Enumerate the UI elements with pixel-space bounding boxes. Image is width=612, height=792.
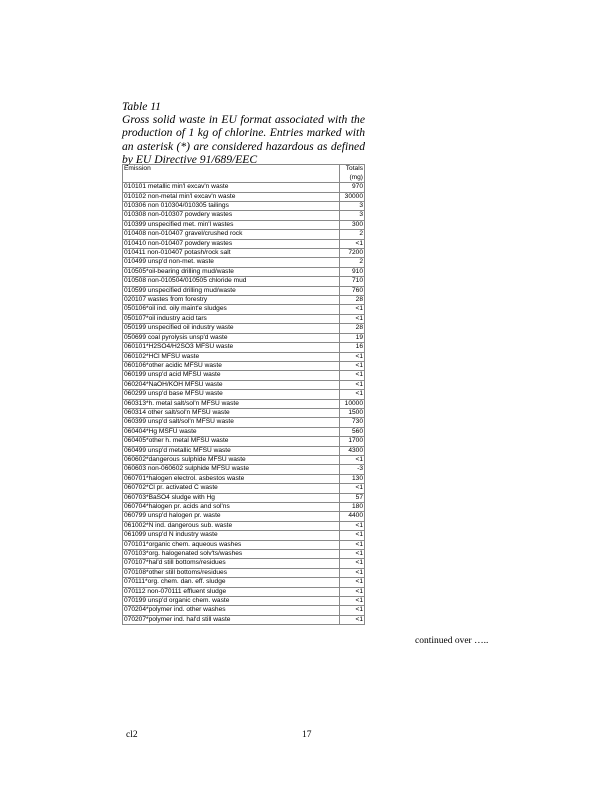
table-row: [123, 343, 365, 352]
emission-cell: 050106*oil ind. oily maint'e sludges: [123, 305, 340, 314]
total-cell: <1: [340, 371, 365, 380]
totals-header-label: Totals: [345, 165, 363, 172]
emission-cell: 010408 non-010407 gravel/crushed rock: [123, 230, 340, 239]
table-row: [123, 474, 365, 483]
emission-cell: 060703*BaSO4 sludge with Hg: [123, 493, 340, 502]
waste-table: [122, 164, 365, 625]
table-row: [123, 484, 365, 493]
total-cell: -3: [340, 465, 365, 474]
total-cell: 28: [340, 296, 365, 305]
table-row: [123, 239, 365, 248]
table-row: [123, 220, 365, 229]
total-cell: <1: [340, 606, 365, 615]
table-row: [123, 296, 365, 305]
total-cell: 710: [340, 277, 365, 286]
emission-cell: 070112 non-070111 effluent sludge: [123, 587, 340, 596]
page-number: 17: [302, 730, 312, 740]
emission-cell: 070199 unsp'd organic chem. waste: [123, 597, 340, 606]
total-cell: <1: [340, 361, 365, 370]
emission-cell: 070207*polymer ind. hal'd still waste: [123, 615, 340, 624]
table-title: Table 11: [122, 100, 161, 113]
emission-cell: 010306 non 010304/010305 tailings: [123, 202, 340, 211]
emission-cell: 070111*org. chem. dan. eff. sludge: [123, 578, 340, 587]
total-cell: 2: [340, 230, 365, 239]
total-cell: 1700: [340, 437, 365, 446]
table-row: [123, 267, 365, 276]
total-cell: 130: [340, 474, 365, 483]
table-row: [123, 399, 365, 408]
table-row: [123, 249, 365, 258]
emission-cell: 060405*other h. metal MFSU waste: [123, 437, 340, 446]
total-cell: <1: [340, 305, 365, 314]
table-row: [123, 183, 365, 192]
emission-cell: 050199 unspecified oil industry waste: [123, 324, 340, 333]
emission-cell: 070101*organic chem. aqueous washes: [123, 540, 340, 549]
table-row: [123, 408, 365, 417]
emission-cell: 010505*oil-bearing drilling mud/waste: [123, 267, 340, 276]
continued-note: continued over …..: [415, 636, 489, 646]
total-cell: 57: [340, 493, 365, 502]
table-row: [123, 493, 365, 502]
table-row: [123, 286, 365, 295]
table-row: [123, 418, 365, 427]
table-row: [123, 606, 365, 615]
emission-cell: 061002*N ind. dangerous sub. waste: [123, 521, 340, 530]
table-row: [123, 324, 365, 333]
table-row: [123, 258, 365, 267]
total-cell: <1: [340, 568, 365, 577]
total-cell: <1: [340, 597, 365, 606]
table-row: [123, 333, 365, 342]
total-cell: 910: [340, 267, 365, 276]
total-cell: 760: [340, 286, 365, 295]
emission-cell: 070107*hal'd still bottoms/residues: [123, 559, 340, 568]
emission-cell: 060602*dangerous sulphide MFSU waste: [123, 455, 340, 464]
total-cell: <1: [340, 615, 365, 624]
total-cell: 180: [340, 503, 365, 512]
table-row: [123, 503, 365, 512]
total-cell: <1: [340, 239, 365, 248]
total-cell: <1: [340, 352, 365, 361]
footer-doc-id: cl2: [126, 730, 138, 740]
table-row: [123, 427, 365, 436]
emission-column-header: Emission: [123, 165, 340, 183]
total-cell: <1: [340, 484, 365, 493]
emission-cell: 010399 unspecified met. min'l wastes: [123, 220, 340, 229]
emission-cell: 060299 unsp'd base MFSU waste: [123, 390, 340, 399]
emission-cell: 060199 unsp'd acid MFSU waste: [123, 371, 340, 380]
total-cell: <1: [340, 521, 365, 530]
emission-cell: 060101*H2SO4/H2SO3 MFSU waste: [123, 343, 340, 352]
table-description: Gross solid waste in EU format associated with the production of 1 kg of chlorine. Entries marked with an asterisk (*) are considered hazardous as defined by EU Directive 91/689/EEC: [122, 113, 365, 166]
emission-cell: 070103*org. halogenated solv'ts/washes: [123, 550, 340, 559]
table-row: [123, 437, 365, 446]
totals-header-unit: (mg): [349, 173, 363, 181]
total-cell: <1: [340, 455, 365, 464]
emission-cell: 050699 coal pyrolysis unsp'd waste: [123, 333, 340, 342]
total-cell: 3: [340, 202, 365, 211]
total-cell: <1: [340, 531, 365, 540]
total-cell: 730: [340, 418, 365, 427]
emission-cell: 061099 unsp'd N industry waste: [123, 531, 340, 540]
emission-cell: 070204*polymer ind. other washes: [123, 606, 340, 615]
total-cell: 30000: [340, 192, 365, 201]
total-cell: 1500: [340, 408, 365, 417]
emission-cell: 050107*oil industry acid tars: [123, 314, 340, 323]
total-cell: 10000: [340, 399, 365, 408]
total-cell: <1: [340, 314, 365, 323]
table-row: [123, 568, 365, 577]
emission-cell: 010499 unsp'd non-met. waste: [123, 258, 340, 267]
total-cell: 560: [340, 427, 365, 436]
emission-cell: 070108*other still bottoms/residues: [123, 568, 340, 577]
emission-cell: 060399 unsp'd salt/sol'n MFSU waste: [123, 418, 340, 427]
table-row: [123, 202, 365, 211]
table-header-row: [123, 165, 365, 183]
table-row: [123, 314, 365, 323]
emission-cell: 060313*h. metal salt/sol'n MFSU waste: [123, 399, 340, 408]
table-row: [123, 615, 365, 624]
total-cell: 16: [340, 343, 365, 352]
total-cell: 28: [340, 324, 365, 333]
total-cell: 3: [340, 211, 365, 220]
total-cell: <1: [340, 578, 365, 587]
emission-cell: 010101 metallic min'l excav'n waste: [123, 183, 340, 192]
table-row: [123, 230, 365, 239]
emission-cell: 010508 non-010504/010505 chloride mud: [123, 277, 340, 286]
table-row: [123, 371, 365, 380]
total-cell: <1: [340, 380, 365, 389]
emission-cell: 060704*halogen pr. acids and sol'ns: [123, 503, 340, 512]
table-row: [123, 380, 365, 389]
emission-cell: 060204*NaOH/KOH MFSU waste: [123, 380, 340, 389]
emission-cell: 060799 unsp'd halogen pr. waste: [123, 512, 340, 521]
table-row: [123, 390, 365, 399]
emission-cell: 010308 non-010307 powdery wastes: [123, 211, 340, 220]
total-cell: <1: [340, 587, 365, 596]
table-row: [123, 578, 365, 587]
total-cell: 970: [340, 183, 365, 192]
total-cell: <1: [340, 390, 365, 399]
table-row: [123, 305, 365, 314]
table-row: [123, 597, 365, 606]
table-body: [123, 183, 365, 625]
table-row: [123, 352, 365, 361]
total-cell: 2: [340, 258, 365, 267]
table-row: [123, 211, 365, 220]
total-cell: 4300: [340, 446, 365, 455]
table-row: [123, 587, 365, 596]
table-row: [123, 277, 365, 286]
table-row: [123, 550, 365, 559]
table-row: [123, 512, 365, 521]
total-cell: <1: [340, 540, 365, 549]
emission-cell: 020107 wastes from forestry: [123, 296, 340, 305]
emission-cell: 060499 unsp'd metallic MFSU waste: [123, 446, 340, 455]
emission-cell: 010411 non-010407 potash/rock salt: [123, 249, 340, 258]
total-cell: 19: [340, 333, 365, 342]
table-row: [123, 446, 365, 455]
totals-column-header: [340, 165, 365, 183]
emission-cell: 060106*other acidic MFSU waste: [123, 361, 340, 370]
table-row: [123, 559, 365, 568]
total-cell: 4400: [340, 512, 365, 521]
emission-cell: 010599 unspecified drilling mud/waste: [123, 286, 340, 295]
table-row: [123, 361, 365, 370]
total-cell: <1: [340, 559, 365, 568]
emission-cell: 060702*Cl pr. activated C waste: [123, 484, 340, 493]
table-caption: [122, 100, 365, 166]
table-row: [123, 192, 365, 201]
emission-cell: 060603 non-060602 sulphide MFSU waste: [123, 465, 340, 474]
emission-cell: 010410 non-010407 powdery wastes: [123, 239, 340, 248]
table-row: [123, 465, 365, 474]
emission-cell: 060404*Hg MSFU waste: [123, 427, 340, 436]
emission-cell: 010102 non-metal min'l excav'n waste: [123, 192, 340, 201]
emission-cell: 060102*HCl MFSU waste: [123, 352, 340, 361]
total-cell: 300: [340, 220, 365, 229]
table-row: [123, 540, 365, 549]
emission-cell: 060314 other salt/sol'n MFSU waste: [123, 408, 340, 417]
emission-cell: 060701*halogen electrol. asbestos waste: [123, 474, 340, 483]
table-row: [123, 531, 365, 540]
total-cell: 7200: [340, 249, 365, 258]
total-cell: <1: [340, 550, 365, 559]
table-row: [123, 455, 365, 464]
table-row: [123, 521, 365, 530]
